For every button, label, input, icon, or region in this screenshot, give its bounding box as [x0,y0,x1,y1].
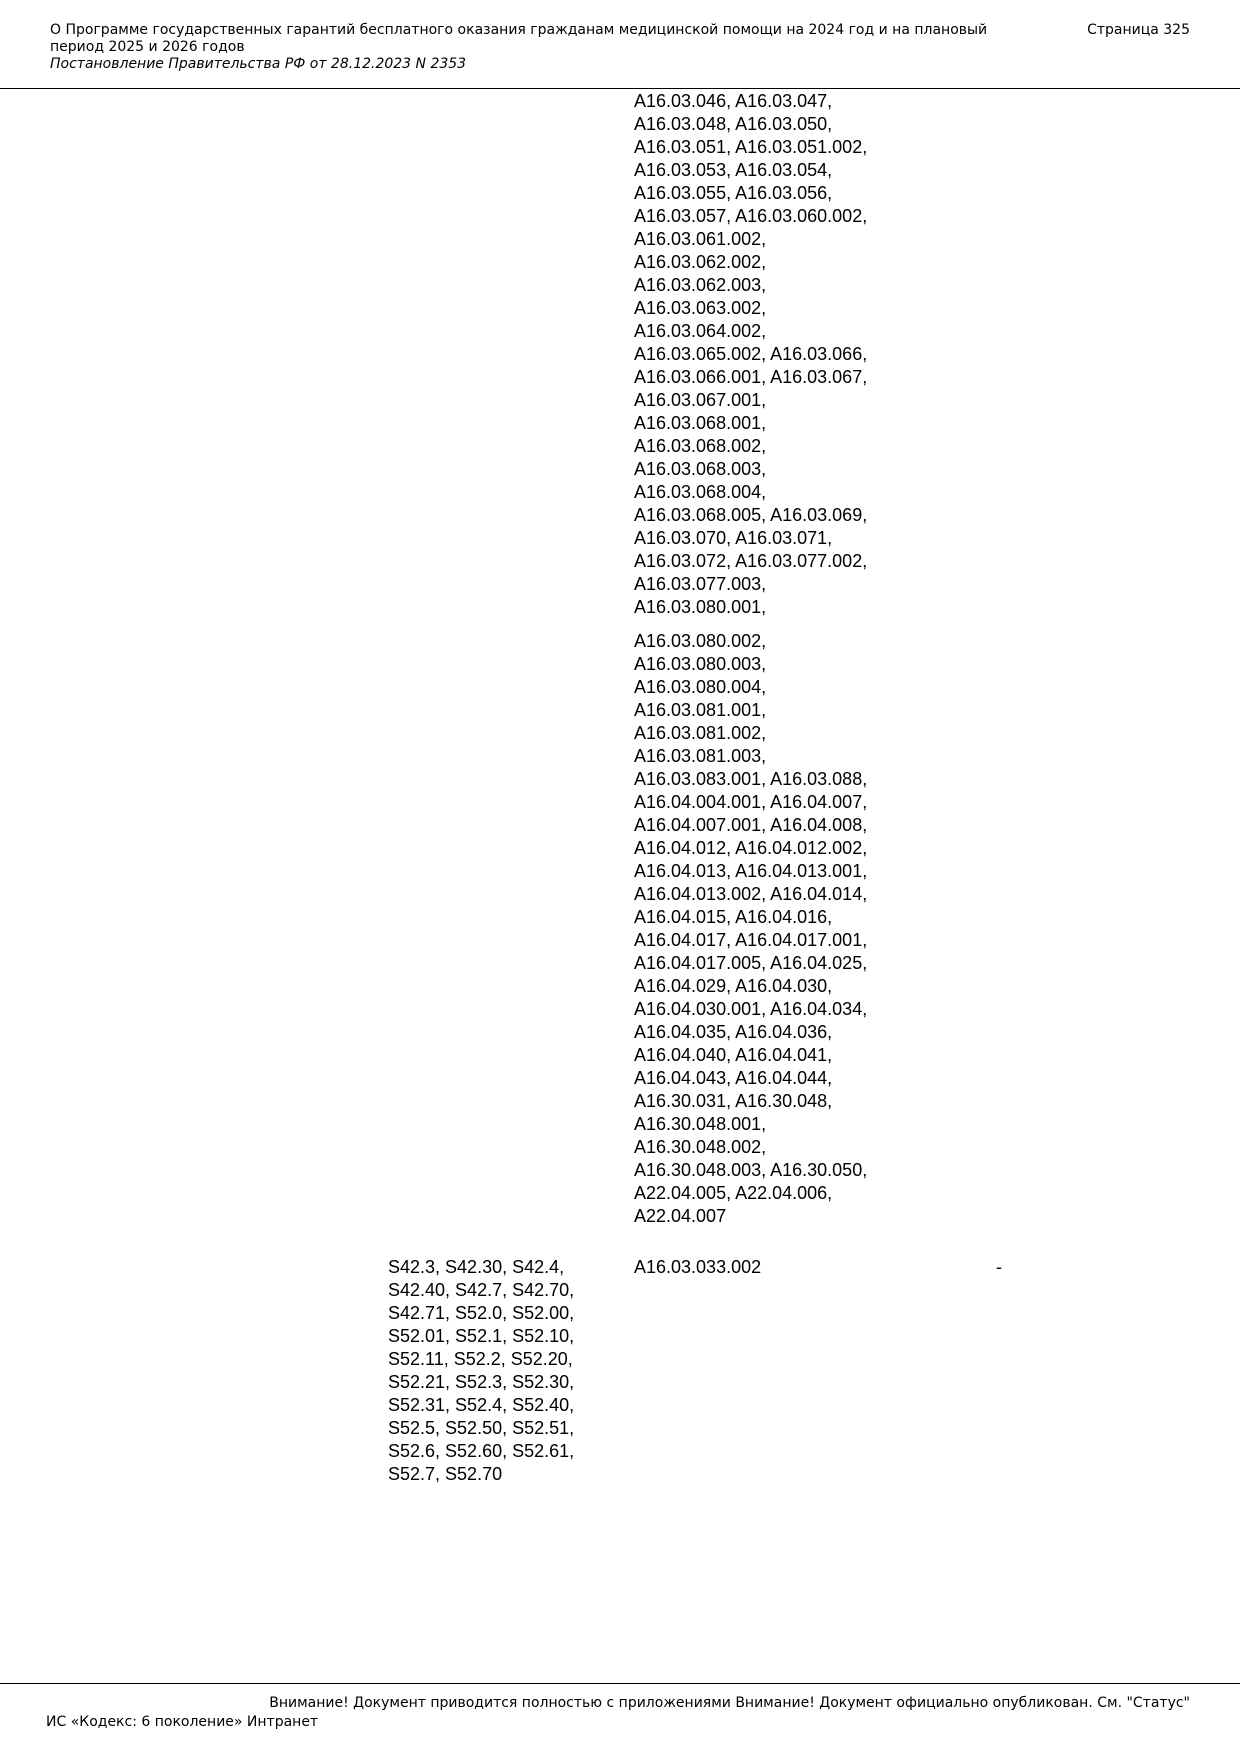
footer-system-name: ИС «Кодекс: 6 поколение» Интранет [46,1714,319,1730]
code-line: A16.04.013, A16.04.013.001, [634,861,868,881]
code-line: A16.03.068.002, [634,436,767,456]
code-line: S52.5, S52.50, S52.51, [388,1418,575,1438]
code-line: S52.21, S52.3, S52.30, [388,1372,575,1392]
code-line: A16.04.007.001, A16.04.008, [634,815,868,835]
code-line: S42.40, S42.7, S42.70, [388,1280,575,1300]
code-line: A16.03.081.003, [634,746,767,766]
page-header [50,22,1190,73]
code-line: A16.03.064.002, [634,321,767,341]
code-line: S52.11, S52.2, S52.20, [388,1349,573,1369]
code-line: A16.04.029, A16.04.030, [634,976,833,996]
code-line: A16.03.063.002, [634,298,767,318]
code-line: A16.03.081.001, [634,700,767,720]
code-line: A16.03.080.003, [634,654,767,674]
code-line: S42.71, S52.0, S52.00, [388,1303,575,1323]
code-line: A16.30.031, A16.30.048, [634,1091,833,1111]
page-number: Страница 325 [1087,22,1190,38]
code-line: A16.03.080.002, [634,631,767,651]
decree-reference: Постановление Правительства РФ от 28.12.2023 N 2353 [50,56,467,72]
code-line: A16.03.080.001, [634,597,767,617]
code-line: A16.03.068.003, [634,459,767,479]
code-line: S52.31, S52.4, S52.40, [388,1395,575,1415]
footer-warning: Внимание! Документ приводится полностью с приложениями Внимание! Документ официально опубликован. См. "Статус" [269,1695,1190,1711]
code-line: A16.03.062.002, [634,252,767,272]
code-line: A16.03.080.004, [634,677,767,697]
procedures-list-second-block [634,630,867,1228]
code-line: A16.04.013.002, A16.04.014, [634,884,868,904]
procedures-list-continued [634,90,867,619]
code-line: A16.30.048.003, A16.30.050, [634,1160,868,1180]
code-line: S52.01, S52.1, S52.10, [388,1326,575,1346]
code-line: A16.30.048.002, [634,1137,767,1157]
code-line: A16.04.015, A16.04.016, [634,907,833,927]
code-line: A16.03.072, A16.03.077.002, [634,551,868,571]
code-line: A16.03.068.001, [634,413,767,433]
code-line: A16.03.055, A16.03.056, [634,183,833,203]
code-line: A16.04.035, A16.04.036, [634,1022,833,1042]
code-line: A16.04.043, A16.04.044, [634,1068,833,1088]
code-line: S42.3, S42.30, S42.4, [388,1257,565,1277]
code-line: A16.03.081.002, [634,723,767,743]
document-title: О Программе государственных гарантий бесплатного оказания гражданам медицинской помощи на 2024 год и на плановый период 2025 и 2026 годов [50,22,988,55]
code-line: A16.03.053, A16.03.054, [634,160,833,180]
code-line: A22.04.007 [634,1206,727,1226]
code-line: A16.03.048, A16.03.050, [634,114,833,134]
code-line: A16.03.065.002, A16.03.066, [634,344,868,364]
code-line: A16.03.067.001, [634,390,767,410]
code-line: A16.03.046, A16.03.047, [634,91,833,111]
code-line: A16.04.017, A16.04.017.001, [634,930,868,950]
code-line: A16.03.051, A16.03.051.002, [634,137,868,157]
code-line: S52.6, S52.60, S52.61, [388,1441,575,1461]
code-line: A22.04.005, A22.04.006, [634,1183,833,1203]
code-line: A16.04.030.001, A16.04.034, [634,999,868,1019]
code-line: S52.7, S52.70 [388,1464,503,1484]
code-line: A16.04.004.001, A16.04.007, [634,792,868,812]
header-divider [0,88,1240,89]
code-line: A16.03.057, A16.03.060.002, [634,206,868,226]
code-line: A16.03.068.005, A16.03.069, [634,505,868,525]
procedure-code-cell: A16.03.033.002 [634,1257,762,1277]
empty-value-cell: - [996,1257,1002,1277]
code-line: A16.03.062.003, [634,275,767,295]
code-line: A16.03.068.004, [634,482,767,502]
footer-divider [0,1683,1240,1684]
code-line: A16.03.070, A16.03.071, [634,528,833,548]
diagnosis-codes-cell [388,1256,574,1486]
code-line: A16.04.017.005, A16.04.025, [634,953,868,973]
code-line: A16.03.066.001, A16.03.067, [634,367,868,387]
code-line: A16.30.048.001, [634,1114,767,1134]
code-line: A16.04.012, A16.04.012.002, [634,838,868,858]
code-line: A16.04.040, A16.04.041, [634,1045,833,1065]
code-line: A16.03.077.003, [634,574,767,594]
code-line: A16.03.061.002, [634,229,767,249]
code-line: A16.03.083.001, A16.03.088, [634,769,868,789]
